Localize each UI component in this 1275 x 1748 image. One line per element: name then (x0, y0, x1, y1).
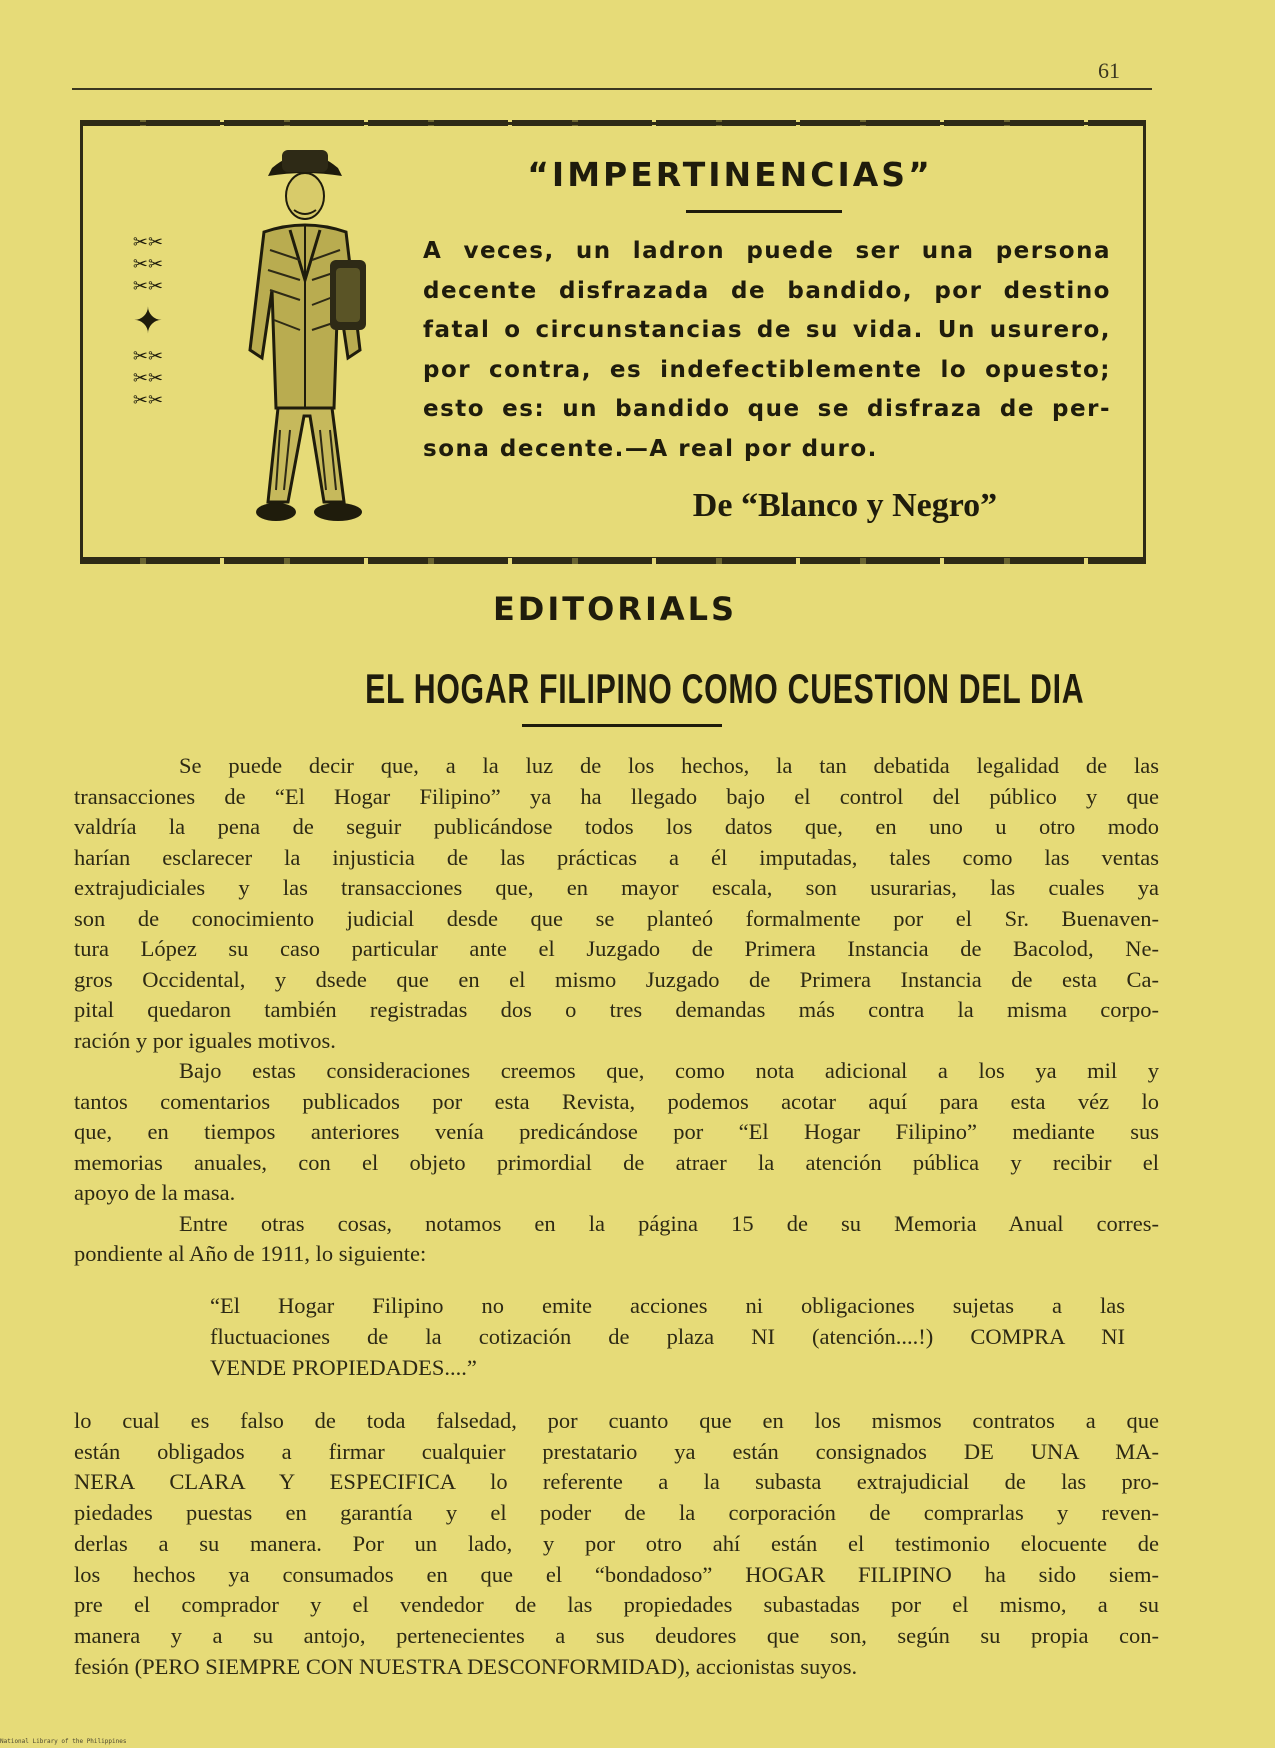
ad-border-bottom (80, 558, 1146, 564)
title-rule (522, 724, 722, 727)
text-line: los hechos ya consumados en que el “bondadoso” HOGAR FILIPINO ha sido siem- (74, 1561, 1159, 1587)
text-line: pondiente al Año de 1911, lo siguiente: (74, 1241, 427, 1266)
ornament-column (128, 232, 168, 412)
article-title: EL HOGAR FILIPINO COMO CUESTION DEL DIA (365, 665, 1085, 712)
page-number: 61 (1098, 58, 1120, 83)
ad-source: De “Blanco y Negro” (692, 487, 998, 524)
text-line: gros Occidental, y dsede que en el mismo Juzgado de Primera Instancia de esta Ca- (74, 966, 1159, 992)
text-line: pre el comprador y el vendedor de las propiedades subastadas por el mismo, a su (74, 1592, 1159, 1618)
text-line: piedades puestas en garantía y el poder de la corporación de comprarlas y reven- (74, 1500, 1159, 1526)
ad-line: sona decente.—A real por duro. (423, 435, 878, 462)
text-line: tantos comentarios publicados por esta Revista, podemos acotar aquí para esta véz lo (74, 1088, 1159, 1114)
text-line: tura López su caso particular ante el Juzgado de Primera Instancia de Bacolod, Ne- (74, 936, 1159, 961)
ad-line: fatal o circunstancias de su vida. Un usurero, (423, 317, 1111, 343)
ad-line: A veces, un ladron puede ser una persona (423, 238, 1111, 264)
footer-credit: National Library of the Philippines (0, 1738, 127, 1745)
ornament: ✂✂ (132, 232, 164, 253)
text-line: manera y a su antojo, pertenecientes a sus deudores que son, según su propia con- (74, 1622, 1159, 1648)
text-line: están obligados a firmar cualquier prestatario ya están consignados DE UNA MA- (74, 1438, 1159, 1464)
text-line: pital quedaron también registradas dos o tres demandas más contra la misma corpo- (74, 997, 1159, 1022)
ad-title-rule (686, 210, 842, 213)
ad-line: decente disfrazada de bandido, por destino (423, 277, 1111, 304)
ornament: ✂✂ (132, 254, 164, 275)
text-line: son de conocimiento judicial desde que se planteó formalmente por el Sr. Buenaven- (74, 905, 1159, 931)
ad-line: por contra, es indefectiblemente lo opuesto; (423, 356, 1111, 383)
text-line: derlas a su manera. Por un lado, y por otro ahí están el testimonio elocuente de (74, 1530, 1159, 1556)
section-heading: EDITORIALS (492, 590, 738, 628)
text-line: ración y por iguales motivos. (74, 1027, 336, 1053)
text-line: Bajo estas consideraciones creemos que, como nota adicional a los ya mil y (179, 1058, 1159, 1083)
quote-line: “El Hogar Filipino no emite acciones ni obligaciones sujetas a las (210, 1293, 1125, 1318)
ad-title: “IMPERTINENCIAS” (527, 155, 933, 194)
text-line: fesión (PERO SIEMPRE CON NUESTRA DESCONFORMIDAD), accionistas suyos. (74, 1653, 858, 1679)
article-body-continued (74, 1406, 1159, 1682)
ornament: ✂✂ (132, 346, 164, 367)
ornament: ✂✂ (132, 368, 164, 389)
ad-body-text (423, 232, 1111, 469)
text-line: valdría la pena de seguir publicándose todos los datos que, en uno u otro modo (74, 814, 1159, 839)
text-line: lo cual es falso de toda falsedad, por cuanto que en los mismos contratos a que (74, 1408, 1159, 1433)
text-line: transacciones de “El Hogar Filipino” ya ha llegado bajo el control del público y que (74, 783, 1159, 809)
article-body (74, 751, 1159, 1270)
text-line: apoyo de la masa. (74, 1180, 236, 1205)
text-line: extrajudiciales y las transacciones que, en mayor escala, son usurarias, las cuales ya (74, 875, 1159, 900)
text-line: Entre otras cosas, notamos en la página 15 de su Memoria Anual corres- (179, 1210, 1159, 1236)
quote-line: VENDE PROPIEDADES....” (210, 1355, 477, 1380)
text-line: NERA CLARA Y ESPECIFICA lo referente a la subasta extrajudicial de las pro- (74, 1469, 1159, 1495)
text-line: harían esclarecer la injusticia de las prácticas a él imputadas, tales como las ventas (74, 844, 1159, 870)
ornament: ✂✂ (132, 390, 164, 411)
ad-line: esto es: un bandido que se disfraza de per- (423, 396, 1111, 422)
ornament-diamond: ✦ (132, 301, 164, 342)
text-line: memorias anuales, con el objeto primordial de atraer la atención pública y recibir el (74, 1149, 1159, 1175)
ornament: ✂✂ (132, 276, 164, 297)
header-rule (72, 88, 1152, 90)
gentleman-illustration (220, 140, 390, 535)
text-line: que, en tiempos anteriores venía predicándose por “El Hogar Filipino” mediante sus (74, 1119, 1159, 1144)
quote-line: fluctuaciones de la cotización de plaza NI (atención....!) COMPRA NI (210, 1324, 1125, 1349)
text-line: Se puede decir que, a la luz de los hechos, la tan debatida legalidad de las (179, 753, 1159, 778)
quoted-passage (210, 1290, 1125, 1383)
